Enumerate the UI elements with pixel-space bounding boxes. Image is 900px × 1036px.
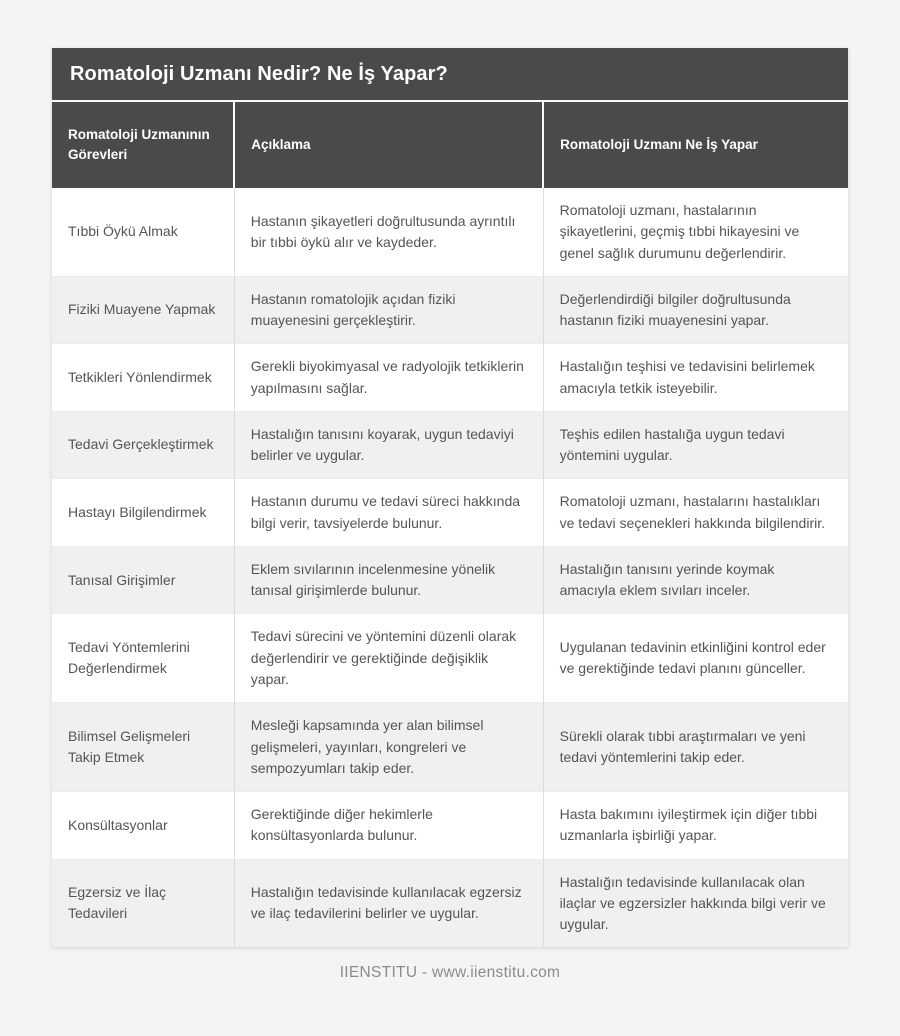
cell-description: Hastalığın tedavisinde kullanılacak egzersiz ve ilaç tedavilerini belirler ve uygular. (234, 859, 543, 947)
cell-what-does: Romatoloji uzmanı, hastalarının şikayetlerini, geçmiş tıbbi hikayesini ve genel sağlık durumunu değerlendirir. (543, 188, 848, 276)
cell-what-does: Hastalığın teşhisi ve tedavisini belirlemek amacıyla tetkik isteyebilir. (543, 344, 848, 412)
table-row (52, 703, 848, 792)
table-row (52, 411, 848, 479)
cell-description: Mesleği kapsamında yer alan bilimsel gelişmeleri, yayınları, kongreleri ve sempozyumları takip eder. (234, 703, 543, 792)
column-header-duties: Romatoloji Uzmanının Görevleri (52, 102, 234, 188)
cell-description: Gerektiğinde diğer hekimlerle konsültasyonlarda bulunur. (234, 792, 543, 860)
cell-what-does: Uygulanan tedavinin etkinliğini kontrol eder ve gerektiğinde tedavi planını günceller. (543, 614, 848, 703)
duties-table (52, 102, 848, 947)
cell-duty: Tıbbi Öykü Almak (52, 188, 234, 276)
table-header-row (52, 102, 848, 188)
table-row (52, 188, 848, 276)
table-body (52, 188, 848, 947)
table-row (52, 792, 848, 860)
cell-description: Eklem sıvılarının incelenmesine yönelik tanısal girişimlerde bulunur. (234, 546, 543, 614)
cell-description: Hastanın şikayetleri doğrultusunda ayrıntılı bir tıbbi öykü alır ve kaydeder. (234, 188, 543, 276)
cell-duty: Tetkikleri Yönlendirmek (52, 344, 234, 412)
column-header-what-does: Romatoloji Uzmanı Ne İş Yapar (543, 102, 848, 188)
table-row (52, 614, 848, 703)
cell-what-does: Romatoloji uzmanı, hastalarını hastalıkları ve tedavi seçenekleri hakkında bilgilendirir. (543, 479, 848, 547)
cell-duty: Fiziki Muayene Yapmak (52, 276, 234, 344)
title-bar (52, 48, 848, 102)
table-row (52, 859, 848, 947)
table-row (52, 546, 848, 614)
cell-duty: Bilimsel Gelişmeleri Takip Etmek (52, 703, 234, 792)
table-row (52, 344, 848, 412)
cell-duty: Konsültasyonlar (52, 792, 234, 860)
cell-description: Hastalığın tanısını koyarak, uygun tedaviyi belirler ve uygular. (234, 411, 543, 479)
cell-what-does: Teşhis edilen hastalığa uygun tedavi yöntemini uygular. (543, 411, 848, 479)
table-header (52, 102, 848, 188)
table-row (52, 276, 848, 344)
cell-duty: Tedavi Gerçekleştirmek (52, 411, 234, 479)
cell-duty: Tedavi Yöntemlerini Değerlendirmek (52, 614, 234, 703)
cell-duty: Egzersiz ve İlaç Tedavileri (52, 859, 234, 947)
column-header-description: Açıklama (234, 102, 543, 188)
page-title: Romatoloji Uzmanı Nedir? Ne İş Yapar? (70, 63, 448, 85)
cell-description: Hastanın romatolojik açıdan fiziki muayenesini gerçekleştirir. (234, 276, 543, 344)
cell-duty: Tanısal Girişimler (52, 546, 234, 614)
footer-credit: IIENSTITU - www.iienstitu.com (339, 964, 561, 981)
cell-what-does: Hasta bakımını iyileştirmek için diğer tıbbi uzmanlarla işbirliği yapar. (543, 792, 848, 860)
table-row (52, 479, 848, 547)
cell-what-does: Hastalığın tanısını yerinde koymak amacıyla eklem sıvıları inceler. (543, 546, 848, 614)
cell-what-does: Değerlendirdiği bilgiler doğrultusunda hastanın fiziki muayenesini yapar. (543, 276, 848, 344)
cell-what-does: Hastalığın tedavisinde kullanılacak olan ilaçlar ve egzersizler hakkında bilgi verir ve uygular. (543, 859, 848, 947)
duties-table-card (52, 48, 848, 947)
cell-description: Tedavi sürecini ve yöntemini düzenli olarak değerlendirir ve gerektiğinde değişiklik yapar. (234, 614, 543, 703)
cell-description: Gerekli biyokimyasal ve radyolojik tetkiklerin yapılmasını sağlar. (234, 344, 543, 412)
cell-description: Hastanın durumu ve tedavi süreci hakkında bilgi verir, tavsiyelerde bulunur. (234, 479, 543, 547)
cell-what-does: Sürekli olarak tıbbi araştırmaları ve yeni tedavi yöntemlerini takip eder. (543, 703, 848, 792)
cell-duty: Hastayı Bilgilendirmek (52, 479, 234, 547)
